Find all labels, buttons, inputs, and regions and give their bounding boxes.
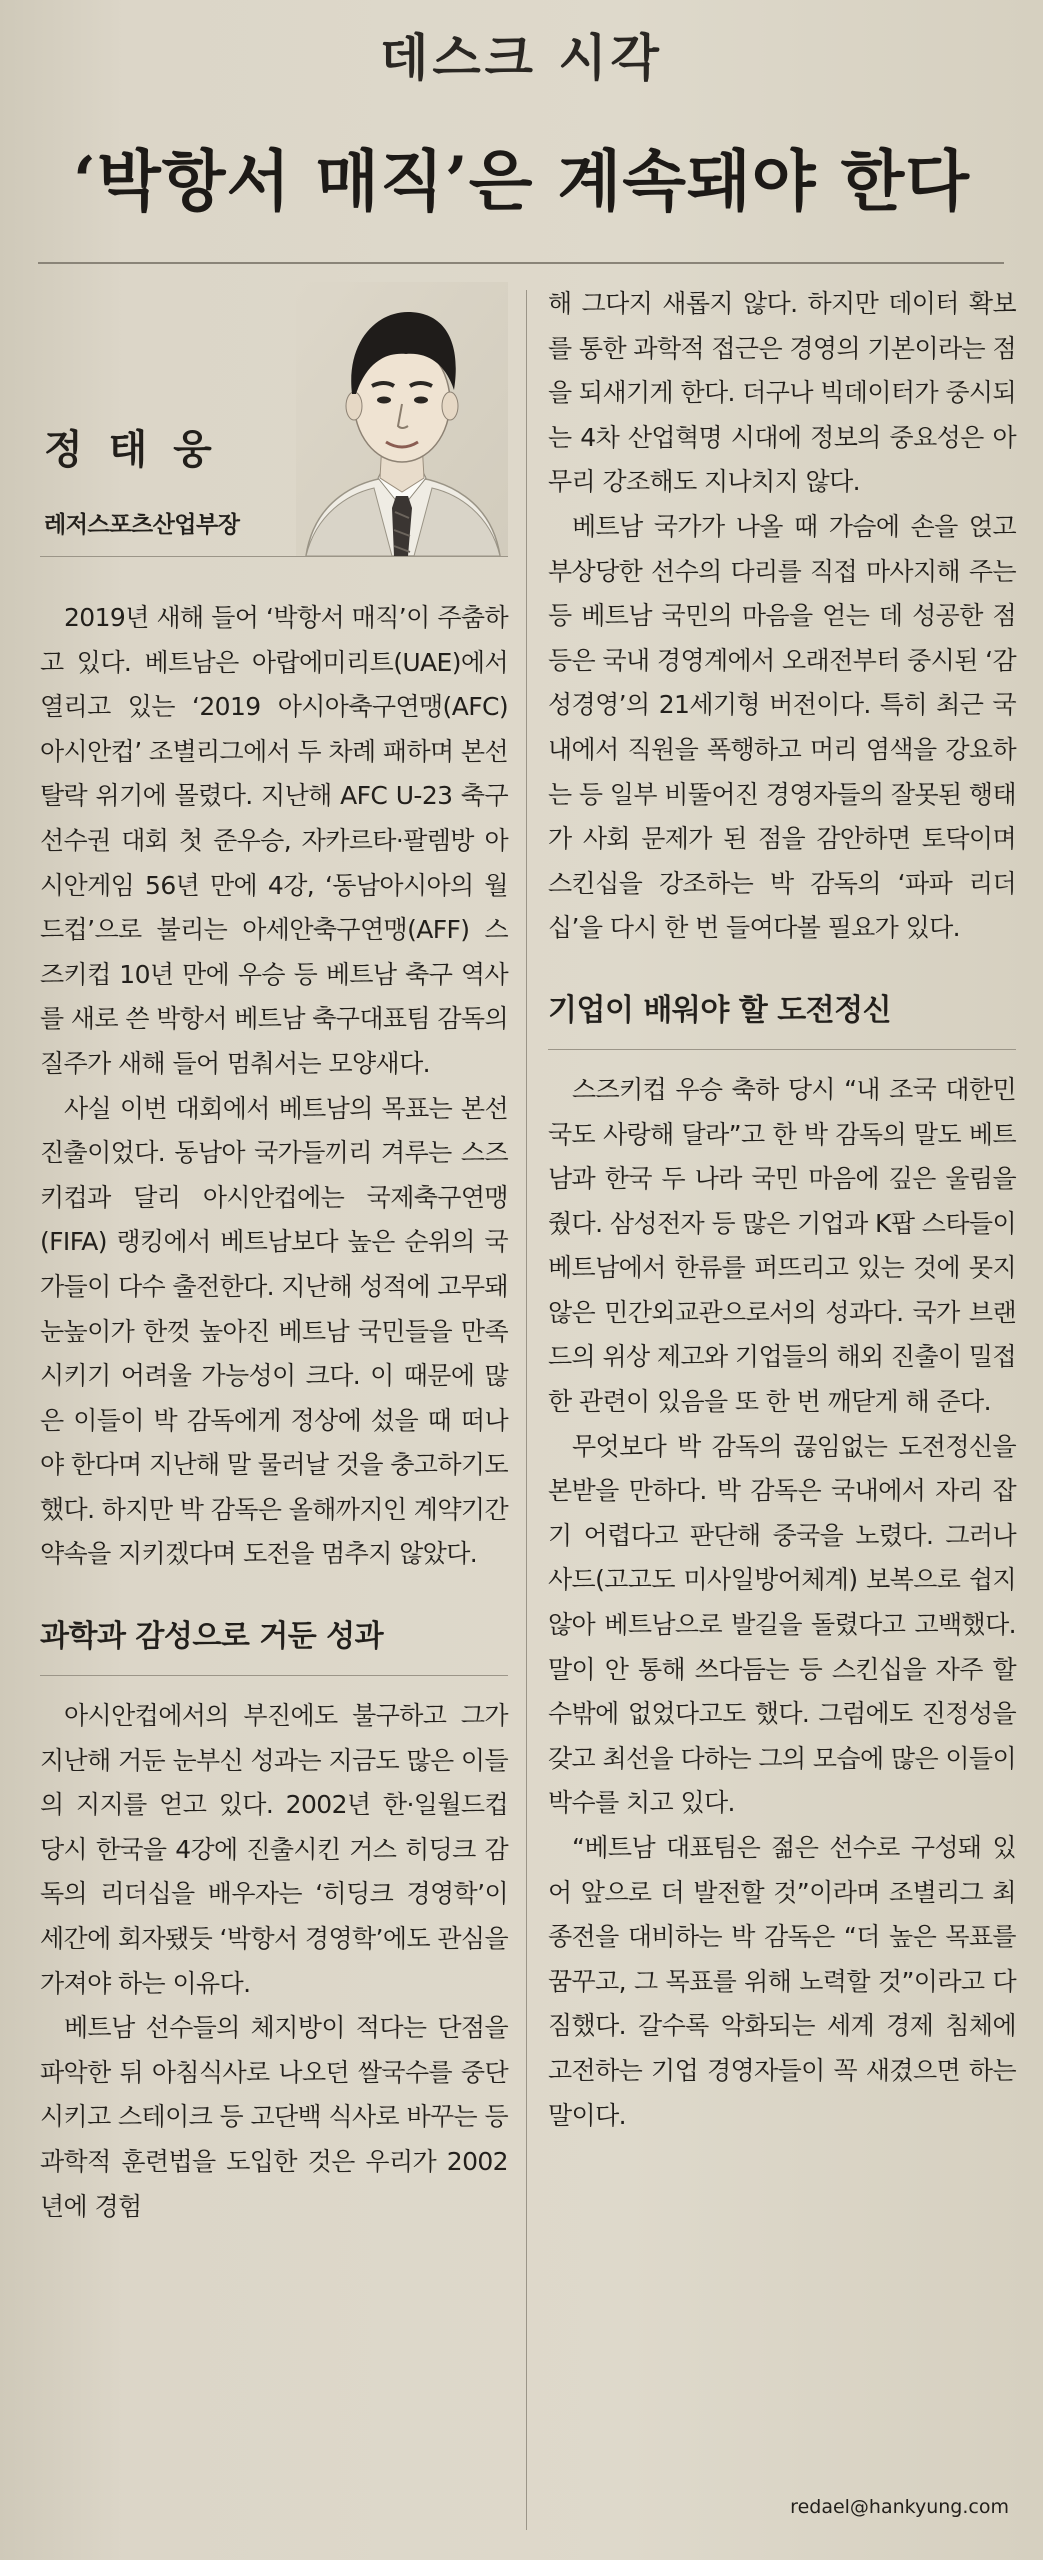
right-column: [548, 282, 1016, 2138]
author-portrait: [296, 282, 508, 556]
subheading: 기업이 배워야 할 도전정신: [548, 992, 892, 1028]
author-name: 정 태 웅: [44, 426, 218, 473]
paragraph: 베트남 선수들의 체지방이 적다는 단점을 파악한 뒤 아침식사로 나오던 쌀국수를 중단시키고 스테이크 등 고단백 식사로 바꾸는 등 과학적 훈련법을 도입한 것은 우리가 2002년에 경험: [40, 2013, 508, 2221]
headline: ‘박항서 매직’은 계속돼야 한다: [73, 142, 970, 220]
section-label: 데스크 시각: [380, 29, 663, 87]
paragraph: 해 그다지 새롭지 않다. 하지만 데이터 확보를 통한 과학적 접근은 경영의 기본이라는 점을 되새기게 한다. 더구나 빅데이터가 중시되는 4차 산업혁명 시대에 정보의 중요성은 아무리 강조해도 지나치지 않다.: [548, 289, 1016, 497]
header-rule: [38, 262, 1004, 264]
column-divider: [526, 290, 527, 2530]
subheading: 과학과 감성으로 거둔 성과: [40, 1619, 384, 1655]
left-column: [40, 596, 508, 2229]
paragraph: 아시안컵에서의 부진에도 불구하고 그가 지난해 거둔 눈부신 성과는 지금도 많은 이들의 지지를 얻고 있다. 2002년 한·일월드컵 당시 한국을 4강에 진출시킨 거스 히딩크 감독의 리더십을 배우자는 ‘히딩크 경영학’이 세간에 회자됐듯 ‘박항서 경영학’에도 관심을 가져야 하는 이유다.: [40, 1701, 508, 1998]
byline-rule: [40, 556, 508, 557]
paragraph: “베트남 대표팀은 젊은 선수로 구성돼 있어 앞으로 더 발전할 것”이라며 조별리그 최종전을 대비하는 박 감독은 “더 높은 목표를 꿈꾸고, 그 목표를 위해 노력할 것”이라고 다짐했다. 갈수록 악화되는 세계 경제 침체에 고전하는 기업 경영자들이 꼭 새겼으면 하는 말이다.: [548, 1833, 1016, 2130]
paragraph: 2019년 새해 들어 ‘박항서 매직’이 주춤하고 있다. 베트남은 아랍에미리트(UAE)에서 열리고 있는 ‘2019 아시아축구연맹(AFC) 아시안컵’ 조별리그에서 두 차례 패하며 본선 탈락 위기에 몰렸다. 지난해 AFC U-23 축구 선수권 대회 첫 준우승, 자카르타·팔렘방 아시안게임 56년 만에 4강, ‘동남아시아의 월드컵’으로 불리는 아세안축구연맹(AFF) 스즈키컵 10년 만에 우승 등 베트남 축구 역사를 새로 쓴 박항서 베트남 축구대표팀 감독의 질주가 새해 들어 멈춰서는 모양새다.: [40, 603, 508, 1078]
paragraph: 사실 이번 대회에서 베트남의 목표는 본선 진출이었다. 동남아 국가들끼리 겨루는 스즈키컵과 달리 아시안컵에는 국제축구연맹(FIFA) 랭킹에서 베트남보다 높은 순위의 국가들이 다수 출전한다. 지난해 성적에 고무돼 눈높이가 한껏 높아진 베트남 국민들을 만족시키기 어려울 가능성이 크다. 이 때문에 많은 이들이 박 감독에게 정상에 섰을 때 떠나야 한다며 지난해 말 물러날 것을 충고하기도 했다. 하지만 박 감독은 올해까지인 계약기간 약속을 지키겠다며 도전을 멈추지 않았다.: [40, 1093, 508, 1569]
paragraph: 스즈키컵 우승 축하 당시 “내 조국 대한민국도 사랑해 달라”고 한 박 감독의 말도 베트남과 한국 두 나라 국민 마음에 깊은 울림을 줬다. 삼성전자 등 많은 기업과 K팝 스타들이 베트남에서 한류를 퍼뜨리고 있는 것에 못지않은 민간외교관으로서의 성과다. 국가 브랜드의 위상 제고와 기업들의 해외 진출이 밀접한 관련이 있음을 또 한 번 깨닫게 해 준다.: [548, 1074, 1016, 1417]
paragraph: 베트남 국가가 나올 때 가슴에 손을 얹고 부상당한 선수의 다리를 직접 마사지해 주는 등 베트남 국민의 마음을 얻는 데 성공한 점 등은 국내 경영계에서 오래전부터 중시된 ‘감성경영’의 21세기형 버전이다. 특히 최근 국내에서 직원을 폭행하고 머리 염색을 강요하는 등 일부 비뚤어진 경영자들의 잘못된 행태가 사회 문제가 된 점을 감안하면 토닥이며 스킨십을 강조하는 박 감독의 ‘파파 리더십’을 다시 한 번 들여다볼 필요가 있다.: [548, 511, 1016, 943]
author-email[interactable]: redael@hankyung.com: [790, 2496, 1009, 2518]
author-title: 레저스포츠산업부장: [44, 512, 240, 538]
paragraph: 무엇보다 박 감독의 끊임없는 도전정신을 본받을 만하다. 박 감독은 국내에서 자리 잡기 어렵다고 판단해 중국을 노렸다. 그러나 사드(고고도 미사일방어체계) 보복으로 쉽지 않아 베트남으로 발길을 돌렸다고 고백했다. 말이 안 통해 쓰다듬는 등 스킨십을 자주 할 수밖에 없었다고도 했다. 그럼에도 진정성을 갖고 최선을 다하는 그의 모습에 많은 이들이 박수를 치고 있다.: [548, 1431, 1016, 1818]
